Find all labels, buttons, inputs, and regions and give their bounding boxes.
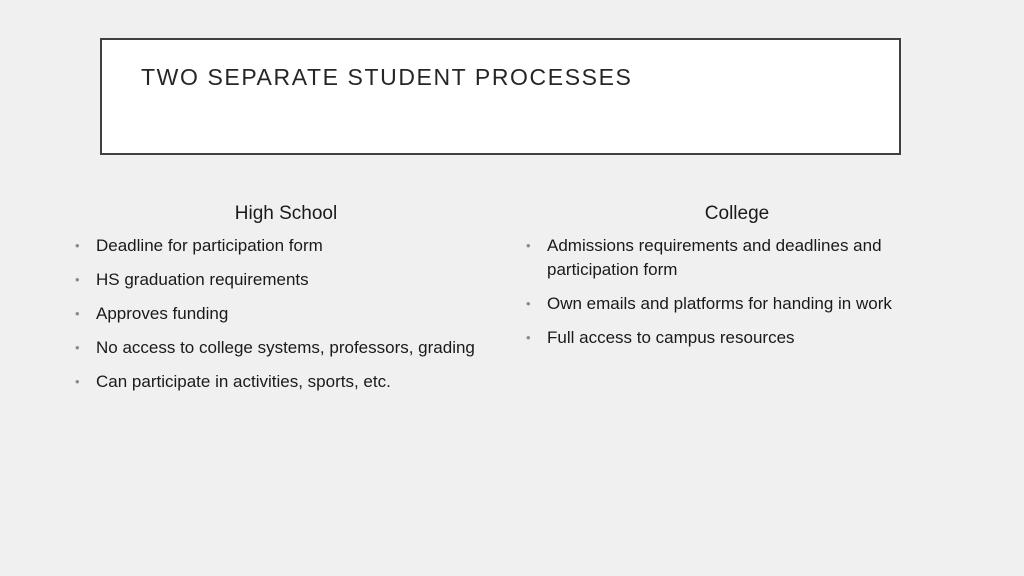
high-school-heading: High School <box>234 203 338 224</box>
list-item-text: Full access to campus resources <box>547 328 795 347</box>
college-heading: College <box>704 203 770 224</box>
list-item-text: Can participate in activities, sports, etc. <box>96 372 391 391</box>
college-list <box>521 234 941 350</box>
bullet-icon: • <box>526 238 531 253</box>
list-item-text: HS graduation requirements <box>96 270 309 289</box>
bullet-icon: • <box>75 374 80 389</box>
list-item <box>521 234 941 282</box>
bullet-icon: • <box>75 340 80 355</box>
list-item <box>521 326 941 350</box>
list-item <box>70 336 502 360</box>
high-school-list <box>70 234 502 394</box>
bullet-icon: • <box>526 296 531 311</box>
list-item <box>70 234 502 258</box>
title-box <box>100 38 901 155</box>
slide-title: TWO SEPARATE STUDENT PROCESSES <box>141 64 633 90</box>
college-column <box>521 202 941 360</box>
list-item <box>70 268 502 292</box>
bullet-icon: • <box>75 272 80 287</box>
list-item <box>70 370 502 394</box>
list-item-text: Own emails and platforms for handing in work <box>547 294 892 313</box>
list-item <box>70 302 502 326</box>
bullet-icon: • <box>526 330 531 345</box>
bullet-icon: • <box>75 238 80 253</box>
list-item <box>521 292 941 316</box>
high-school-column <box>70 202 502 404</box>
list-item-text: Admissions requirements and deadlines and participation form <box>547 236 882 279</box>
bullet-icon: • <box>75 306 80 321</box>
list-item-text: Deadline for participation form <box>96 236 323 255</box>
list-item-text: Approves funding <box>96 304 229 323</box>
list-item-text: No access to college systems, professors, grading <box>96 338 475 357</box>
